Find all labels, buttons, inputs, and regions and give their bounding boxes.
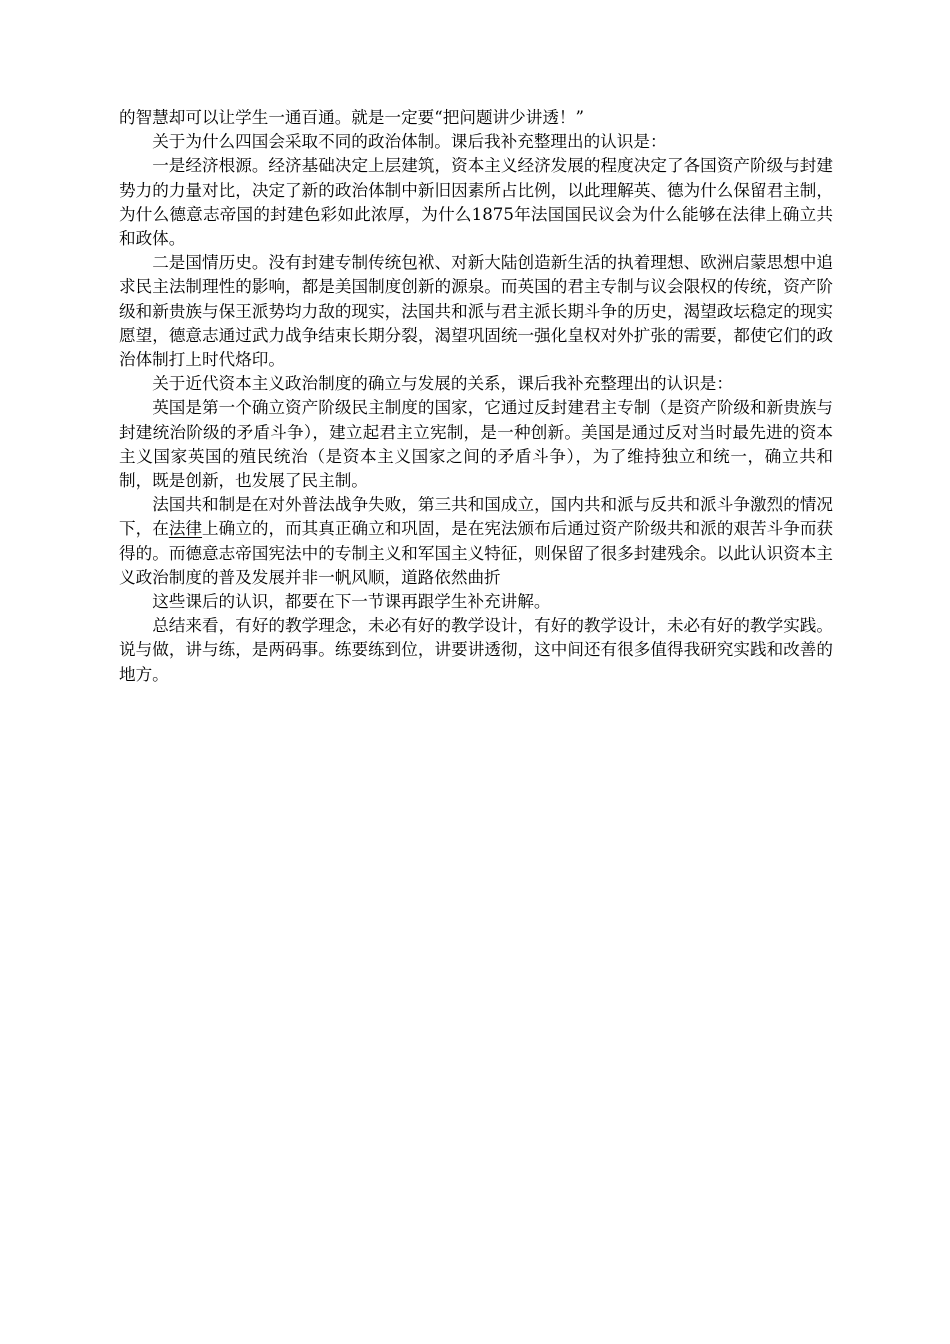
underlined-word: 法律 bbox=[168, 519, 203, 539]
france-text-before: 法国共和制是在对外普法战争失败，第三共和国成立，国内共和派与反共和派斗争激烈的情况下，在 bbox=[119, 495, 833, 539]
paragraph-britain-america: 英国是第一个确立资产阶级民主制度的国家，它通过反封建君主专制（是资产阶级和新贵族与封建统治阶级的矛盾斗争），建立起君主立宪制，是一种创新。美国是通过反对当时最先进的资本主义国家英国的殖民统治（是资本主义国家之间的矛盾斗争），为了维持独立和统一，确立共和制，既是创新，也发展了民主制。 bbox=[119, 398, 833, 491]
paragraph-france-germany bbox=[119, 493, 833, 590]
paragraph-economic-roots: 一是经济根源。经济基础决定上层建筑，资本主义经济发展的程度决定了各国资产阶级与封建势力的力量对比，决定了新的政治体制中新旧因素所占比例，以此理解英、德为什么保留君主制，为什么德意志帝国的封建色彩如此浓厚，为什么1875年法国国民议会为什么能够在法律上确立共和政体。 bbox=[119, 156, 833, 249]
document-page bbox=[119, 106, 833, 687]
france-text-after: 上确立的，而其真正确立和巩固，是在宪法颁布后通过资产阶级共和派的艰苦斗争而获得的。而德意志帝国宪法中的专制主义和军国主义特征，则保留了很多封建残余。以此认识资本主义政治制度的普及发展并非一帆风顺，道路依然曲折 bbox=[119, 519, 834, 587]
paragraph-national-history: 二是国情历史。没有封建专制传统包袱、对新大陆创造新生活的执着理想、欧洲启蒙思想中追求民主法制理性的影响，都是美国制度创新的源泉。而英国的君主专制与议会限权的传统，资产阶级和新贵族与保王派势均力敌的现实，法国共和派与君主派长期斗争的历史，渴望政坛稳定的现实愿望，德意志通过武力战争结束长期分裂，渴望巩固统一强化皇权对外扩张的需要，都使它们的政治体制打上时代烙印。 bbox=[119, 253, 833, 370]
paragraph-summary: 总结来看，有好的教学理念，未必有好的教学设计，有好的教学设计，未必有好的教学实践。说与做，讲与练，是两码事。练要练到位，讲要讲透彻，这中间还有很多值得我研究实践和改善的地方。 bbox=[119, 616, 833, 684]
paragraph-intro: 的智慧却可以让学生一通百通。就是一定要“把问题讲少讲透！” bbox=[119, 108, 584, 127]
paragraph-capitalism-relation-question: 关于近代资本主义政治制度的确立与发展的关系，课后我补充整理出的认识是： bbox=[152, 374, 733, 394]
paragraph-four-countries-question: 关于为什么四国会采取不同的政治体制。课后我补充整理出的认识是： bbox=[152, 132, 667, 152]
paragraph-after-class: 这些课后的认识，都要在下一节课再跟学生补充讲解。 bbox=[152, 592, 551, 612]
